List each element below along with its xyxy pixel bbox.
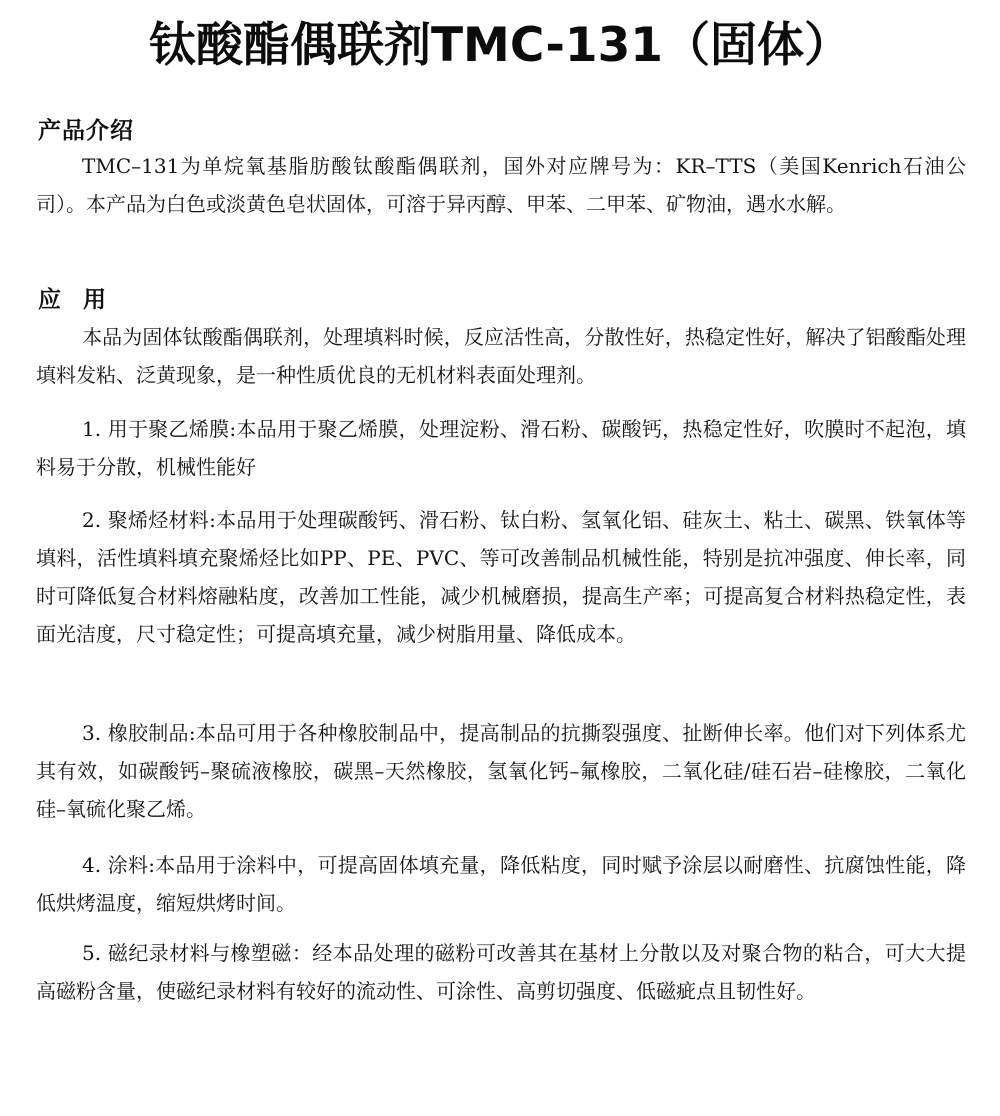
intro-text: TMC–131为单烷氧基脂肪酸钛酸酯偶联剂，国外对应牌号为：KR–TTS（美国Kenrich石油公司）。本产品为白色或淡黄色皂状固体，可溶于异丙醇、甲苯、二甲苯、矿物油，遇水水解。 bbox=[36, 154, 966, 216]
application-item-text: 4. 涂料:本品用于涂料中，可提高固体填充量，降低粘度，同时赋予涂层以耐磨性、抗腐蚀性能，降低烘烤温度，缩短烘烤时间。 bbox=[36, 853, 966, 915]
application-item-text: 2. 聚烯烃材料:本品用于处理碳酸钙、滑石粉、钛白粉、氢氧化铝、硅灰土、粘土、碳黑、铁氧体等填料，活性填料填充聚烯烃比如PP、PE、PVC、等可改善制品机械性能，特别是抗冲强度、伸长率，同时可降低复合材料熔融粘度，改善加工性能，减少机械磨损，提高生产率；可提高复合材料热稳定性，表面光洁度，尺寸稳定性；可提高填充量，减少树脂用量、降低成本。 bbox=[36, 508, 966, 646]
application-text: 本品为固体钛酸酯偶联剂，处理填料时候，反应活性高，分散性好，热稳定性好，解决了铝酸酯处理填料发粘、泛黄现象，是一种性质优良的无机材料表面处理剂。 bbox=[36, 325, 966, 387]
section-heading-intro: 产品介绍 bbox=[38, 118, 134, 144]
application-item-1 bbox=[36, 410, 966, 486]
application-item-4 bbox=[36, 846, 966, 922]
section-heading-application: 应用 bbox=[38, 287, 128, 313]
intro-paragraph bbox=[36, 147, 966, 223]
application-item-text: 3. 橡胶制品:本品可用于各种橡胶制品中，提高制品的抗撕裂强度、扯断伸长率。他们对下列体系尤其有效，如碳酸钙–聚硫液橡胶，碳黑–天然橡胶，氢氧化钙–氟橡胶，二氧化硅/硅石岩–硅橡胶，二氧化硅–氧硫化聚乙烯。 bbox=[36, 721, 966, 821]
application-paragraph bbox=[36, 318, 966, 394]
application-item-text: 5. 磁纪录材料与橡塑磁：经本品处理的磁粉可改善其在基材上分散以及对聚合物的粘合，可大大提高磁粉含量，使磁纪录材料有较好的流动性、可涂性、高剪切强度、低磁疵点且韧性好。 bbox=[36, 941, 966, 1003]
application-item-2 bbox=[36, 501, 966, 653]
application-item-text: 1. 用于聚乙烯膜:本品用于聚乙烯膜，处理淀粉、滑石粉、碳酸钙，热稳定性好，吹膜时不起泡，填料易于分散，机械性能好 bbox=[36, 417, 966, 479]
application-item-3 bbox=[36, 714, 966, 828]
application-item-5 bbox=[36, 934, 966, 1010]
document-title: 钛酸酯偶联剂TMC-131（固体） bbox=[148, 18, 852, 73]
